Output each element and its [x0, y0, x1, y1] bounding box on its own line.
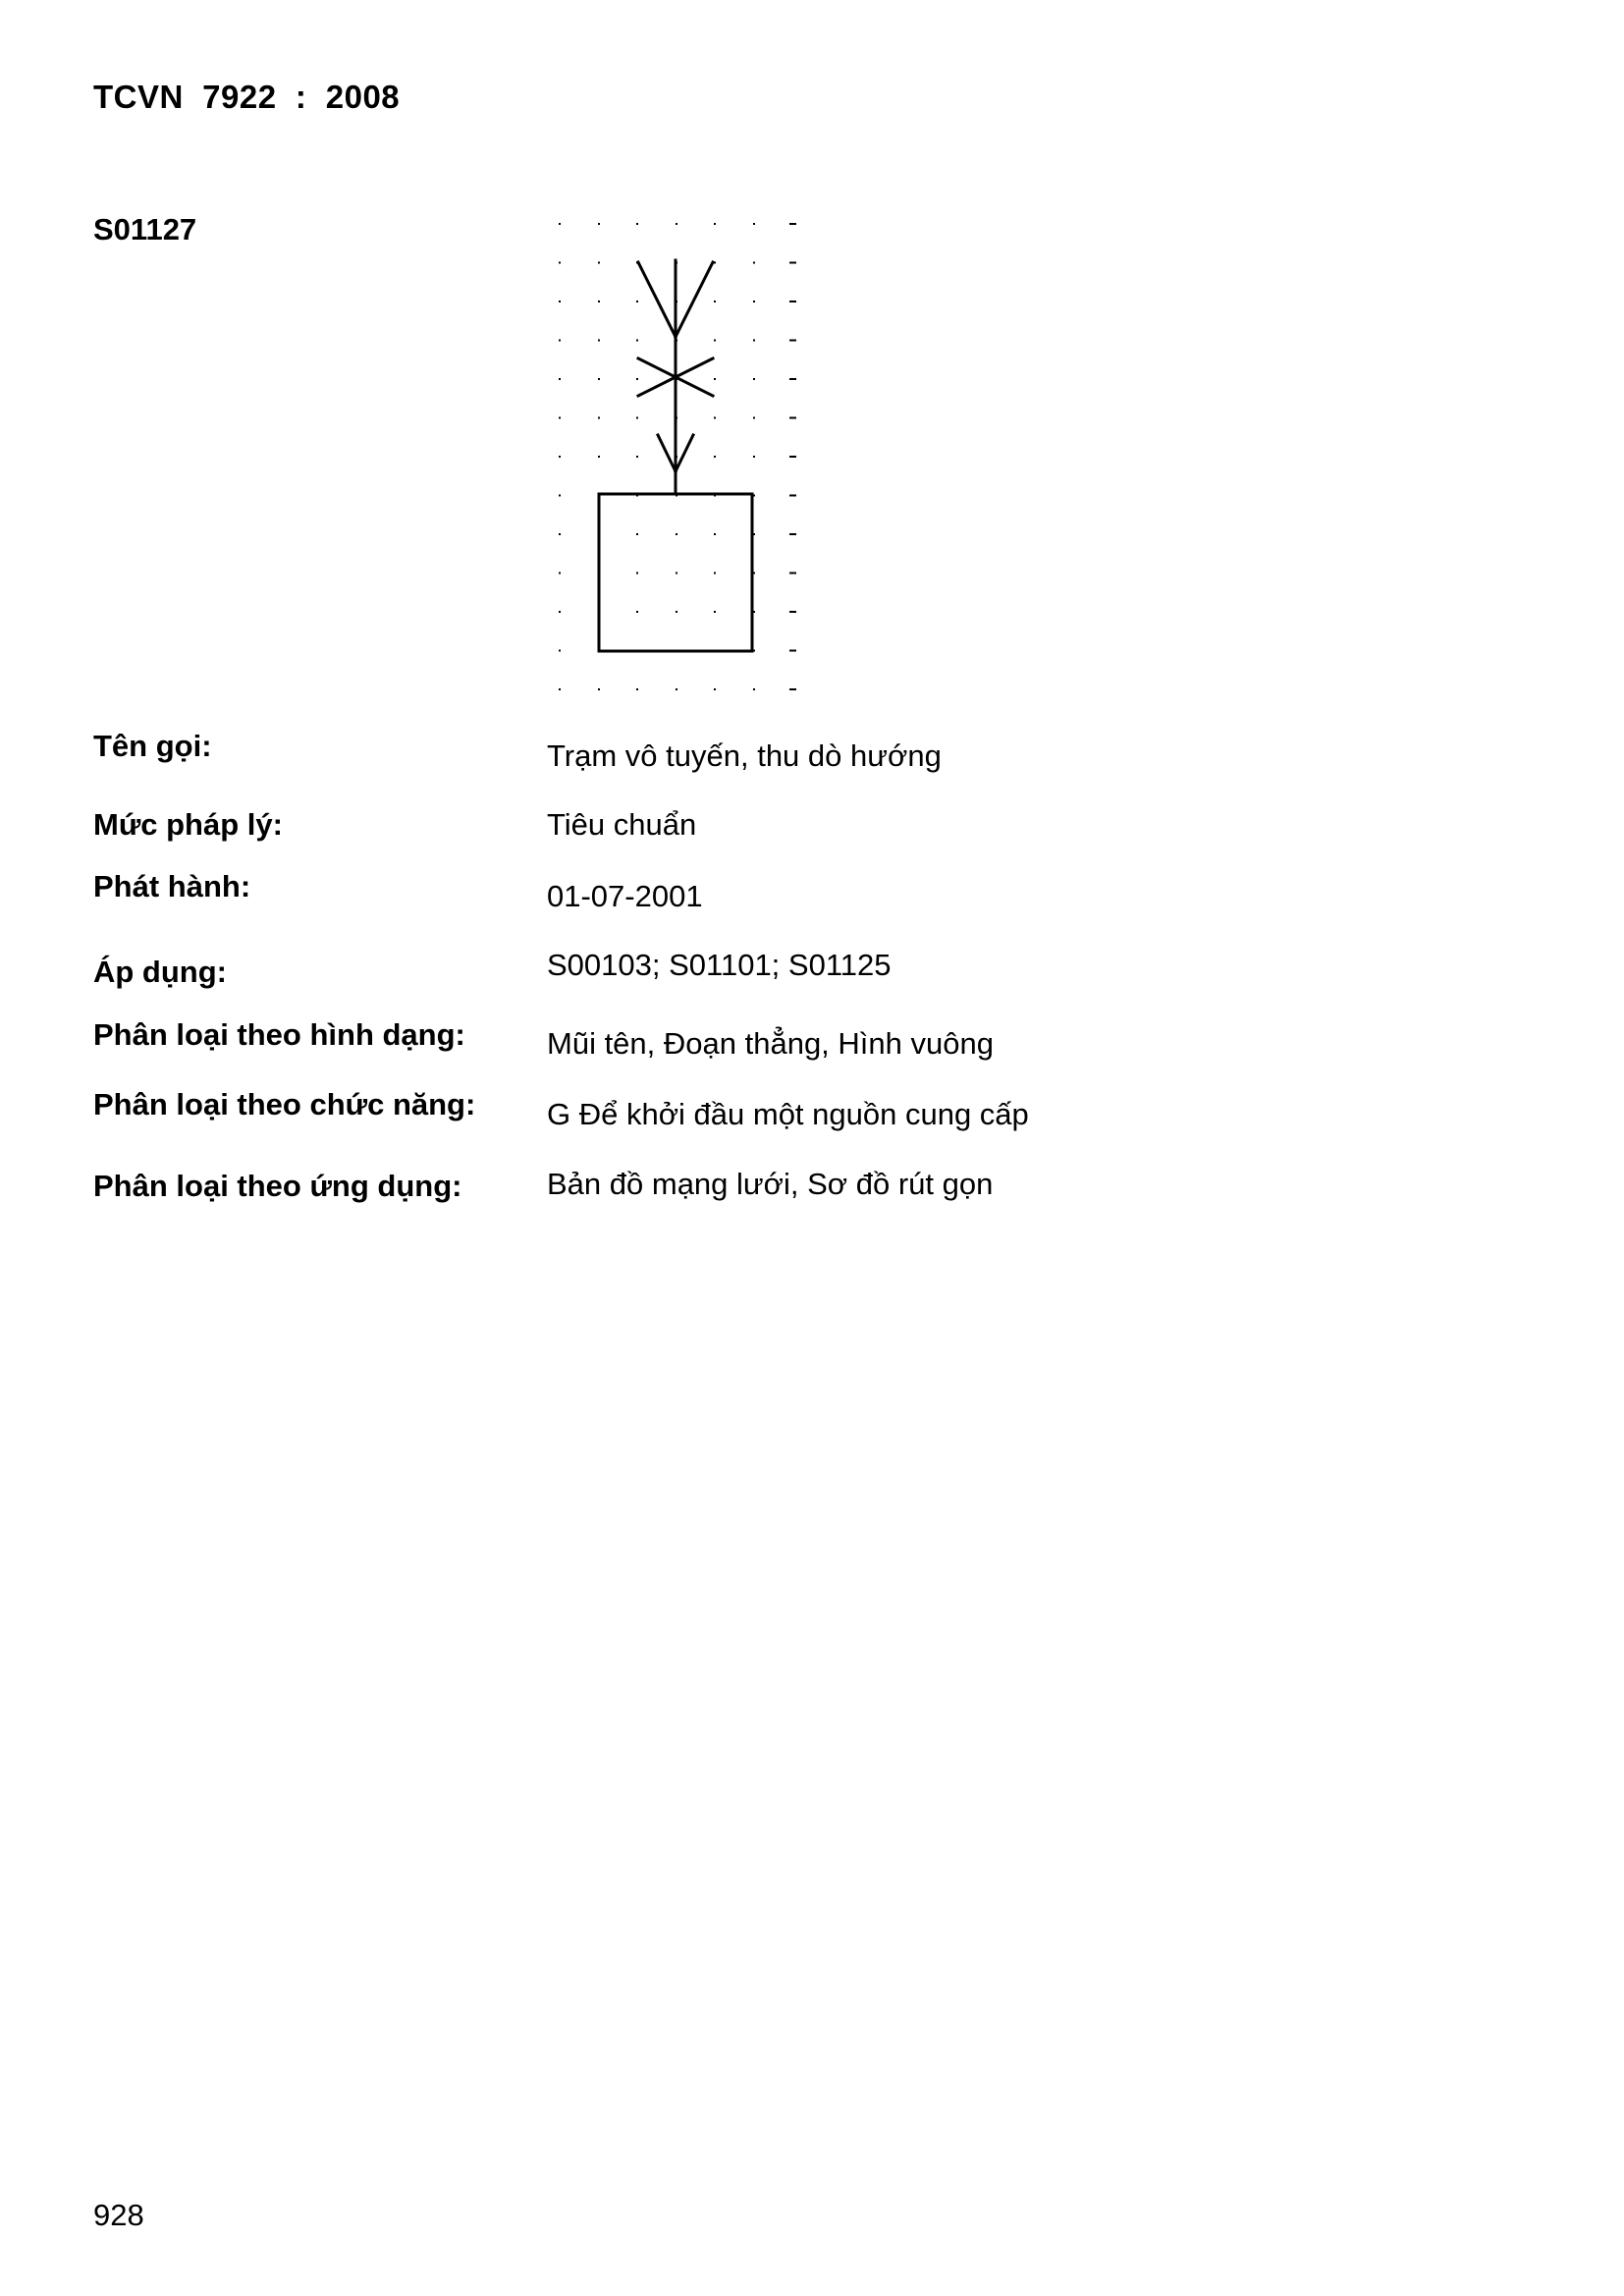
antenna-symbol	[638, 260, 713, 491]
field-value: S00103; S01101; S01125	[547, 948, 892, 982]
field-label: Mức pháp lý:	[93, 807, 283, 842]
field-label: Tên gọi:	[93, 729, 212, 763]
field-value: Bản đồ mạng lưới, Sơ đồ rút gọn	[547, 1167, 994, 1201]
field-label: Phân loại theo chức năng:	[93, 1087, 476, 1121]
field-value: Mũi tên, Đoạn thẳng, Hình vuông	[547, 1026, 994, 1061]
field-value: Tiêu chuẩn	[547, 807, 697, 842]
symbol-code: S01127	[93, 212, 197, 246]
standard-header: TCVN 7922 : 2008	[93, 79, 401, 115]
field-value: G Để khởi đầu một nguồn cung cấp	[547, 1097, 1029, 1131]
field-value: 01-07-2001	[547, 879, 703, 913]
field-value: Trạm vô tuyến, thu dò hướng	[547, 738, 942, 773]
dot-grid	[559, 223, 796, 690]
page-number: 928	[93, 2198, 144, 2232]
radio-direction-finding-station-icon	[545, 211, 810, 702]
field-label: Phân loại theo ứng dụng:	[93, 1169, 462, 1203]
field-label: Phân loại theo hình dạng:	[93, 1017, 465, 1052]
field-label: Phát hành:	[93, 869, 251, 903]
field-label: Áp dụng:	[93, 955, 228, 989]
